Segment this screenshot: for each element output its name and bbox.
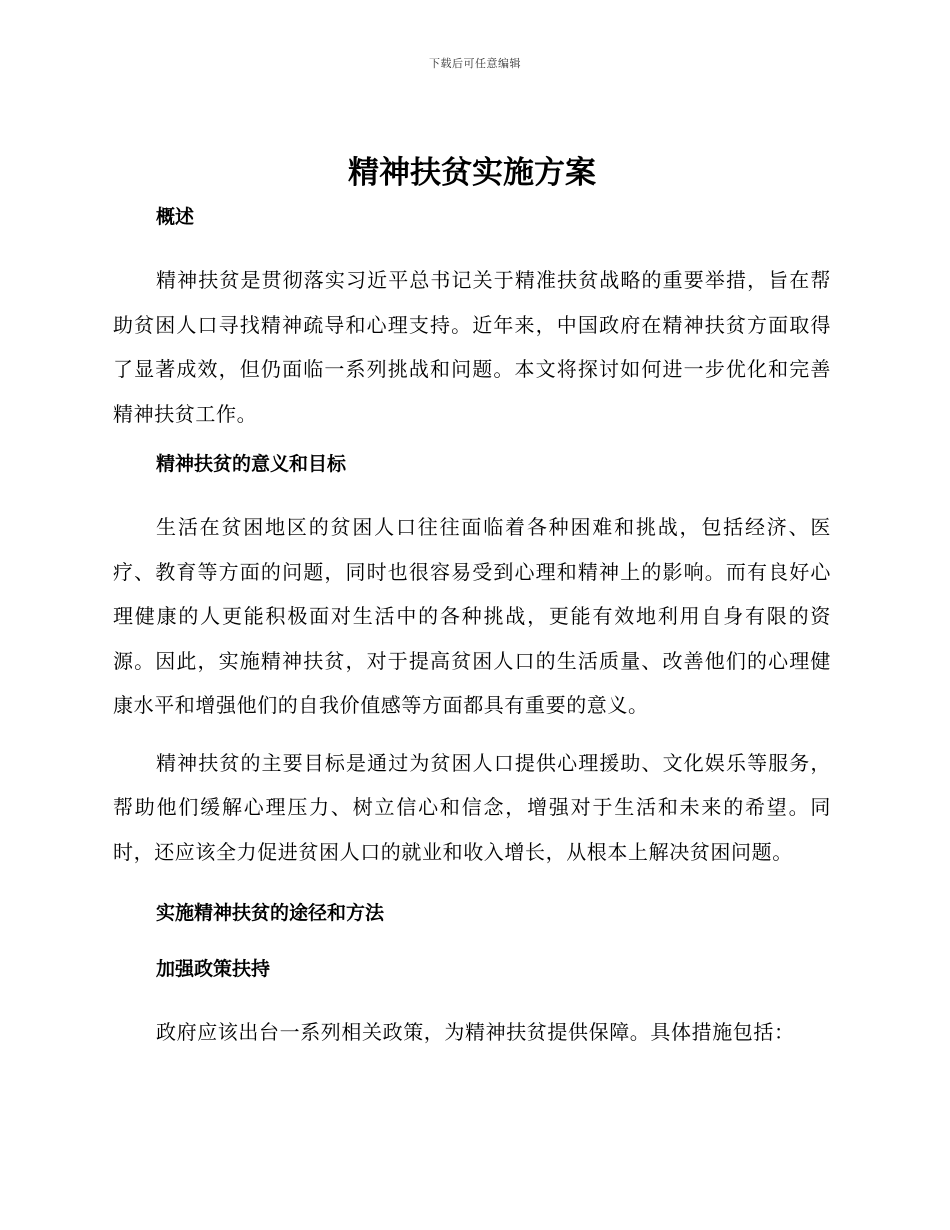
section-heading-meaning-goals: 精神扶贫的意义和目标	[156, 453, 347, 475]
section-heading-overview: 概述	[156, 206, 195, 228]
document-title: 精神扶贫实施方案	[348, 155, 596, 191]
document-body	[113, 148, 831, 1055]
paragraph-overview: 精神扶贫是贯彻落实习近平总书记关于精准扶贫战略的重要举措，旨在帮助贫困人口寻找精神疏导和心理支持。近年来，中国政府在精神扶贫方面取得了显著成效，但仍面临一系列挑战和问题。本文将探讨如何进一步优化和完善精神扶贫工作。	[113, 268, 831, 426]
section-heading-approaches: 实施精神扶贫的途径和方法	[156, 902, 385, 924]
paragraph-policy: 政府应该出台一系列相关政策，为精神扶贫提供保障。具体措施包括：	[156, 1020, 795, 1044]
paragraph-meaning: 生活在贫困地区的贫困人口往往面临着各种困难和挑战，包括经济、医疗、教育等方面的问题，同时也很容易受到心理和精神上的影响。而有良好心理健康的人更能积极面对生活中的各种挑战，更能有效地利用自身有限的资源。因此，实施精神扶贫，对于提高贫困人口的生活质量、改善他们的心理健康水平和增强他们的自我价值感等方面都具有重要的意义。	[113, 515, 831, 717]
section-heading-policy-support: 加强政策扶持	[156, 958, 271, 980]
header-note: 下载后可任意编辑	[429, 57, 521, 70]
paragraph-goals: 精神扶贫的主要目标是通过为贫困人口提供心理援助、文化娱乐等服务，帮助他们缓解心理压力、树立信心和信念，增强对于生活和未来的希望。同时，还应该全力促进贫困人口的就业和收入增长，从根本上解决贫困问题。	[113, 750, 831, 864]
